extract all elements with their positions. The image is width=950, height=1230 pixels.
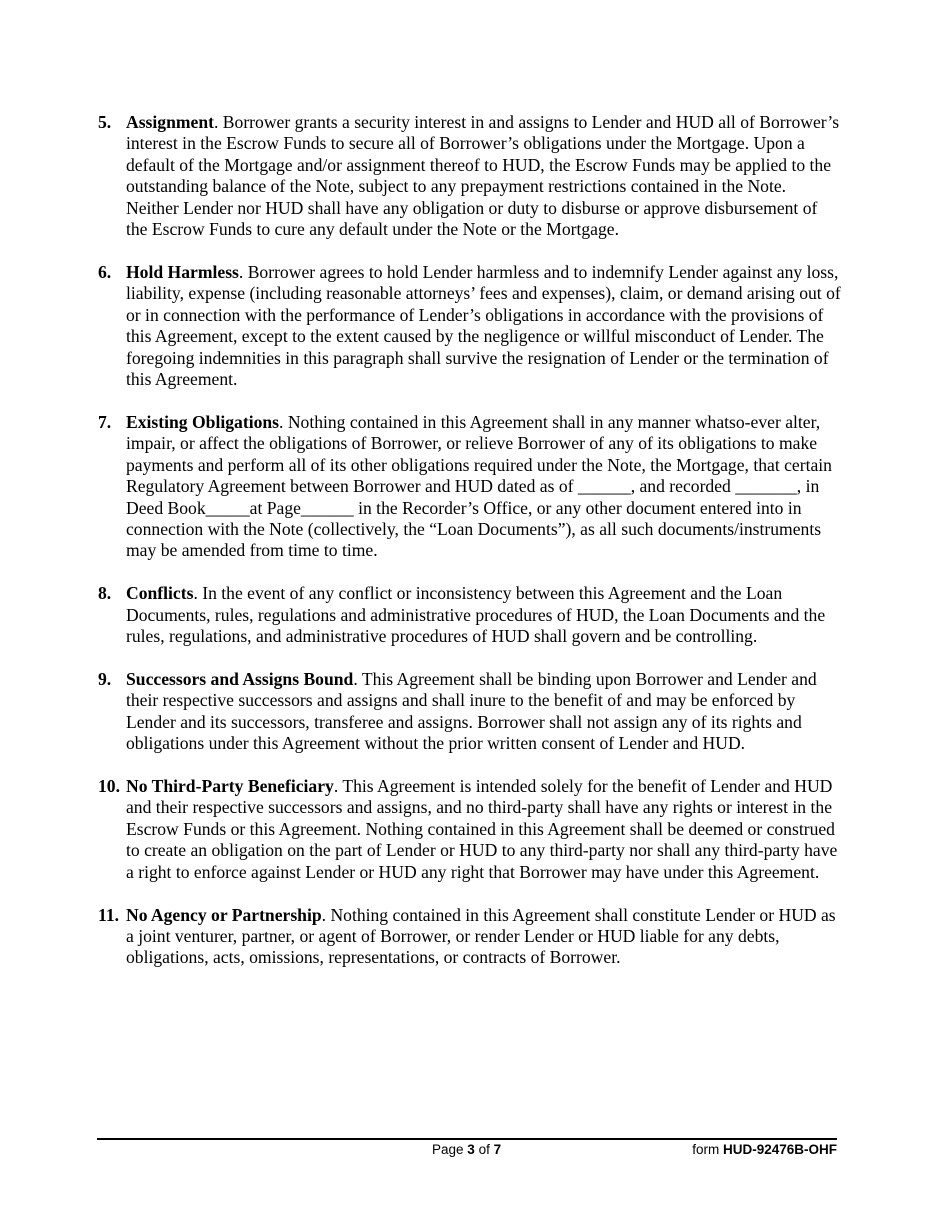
- section-heading: Conflicts: [126, 583, 194, 604]
- section-text: [126, 262, 843, 390]
- section-hold-harmless: [98, 262, 843, 390]
- section-no-third-party-beneficiary: [98, 776, 843, 883]
- section-heading: Existing Obligations: [126, 411, 280, 432]
- section-text: [126, 905, 843, 969]
- page-label: Page: [432, 1142, 464, 1157]
- section-number: 9.: [98, 668, 112, 689]
- page-of-label: of: [478, 1142, 490, 1157]
- page-current: 3: [467, 1142, 475, 1157]
- page-indicator: [432, 1141, 501, 1158]
- section-assignment: [98, 112, 843, 240]
- section-number: 7.: [98, 411, 112, 432]
- section-number: 8.: [98, 583, 112, 604]
- form-number: HUD-92476B-OHF: [722, 1142, 837, 1157]
- section-heading: Hold Harmless: [126, 261, 239, 282]
- section-existing-obligations: [98, 412, 843, 562]
- section-text: [126, 776, 843, 883]
- section-number: 10.: [98, 776, 120, 797]
- document-body: [98, 112, 843, 990]
- section-body: . Nothing contained in this Agreement shall in any manner whatso-ever alter, impair, or affect the obligations of Borrower, or relieve Borrower of any of its obligations to make payments and perform all of its other obligations required under the Note, the Mortgage, that certain Regulatory Agreement between Borrower and HUD dated as of ______, and recorded _______, in Deed Book_____at Page______ in the Recorder’s Office, or any other document entered into in connection with the Note (collectively, the “Loan Documents”), as all such documents/instruments may be amended from time to time.: [126, 411, 832, 561]
- section-body: . Nothing contained in this Agreement shall constitute Lender or HUD as a joint venturer, partner, or agent of Borrower, or render Lender or HUD liable for any debts, obligations, acts, omissions, representations, or contracts of Borrower.: [126, 904, 836, 968]
- section-heading: No Third-Party Beneficiary: [126, 776, 334, 797]
- section-body: . This Agreement is intended solely for the benefit of Lender and HUD and their respective successors and assigns, and no third-party shall have any rights or interest in the Escrow Funds or this Agreement. Nothing contained in this Agreement shall be deemed or construed to create an obligation on the part of Lender or HUD to any third-party nor shall any third-party have a right to enforce against Lender or HUD any right that Borrower may have under this Agreement.: [126, 776, 838, 882]
- section-text: [126, 583, 843, 647]
- section-text: [126, 112, 843, 240]
- section-heading: No Agency or Partnership: [126, 904, 322, 925]
- section-text: [126, 669, 843, 755]
- section-body: . In the event of any conflict or inconsistency between this Agreement and the Loan Documents, rules, regulations and administrative procedures of HUD, the Loan Documents and the rules, regulations, and administrative procedures of HUD shall govern and be controlling.: [126, 583, 826, 647]
- form-label: form: [692, 1142, 720, 1157]
- form-identifier: [692, 1141, 837, 1158]
- section-heading: Assignment: [126, 112, 214, 132]
- section-body: . Borrower agrees to hold Lender harmless and to indemnify Lender against any loss, liability, expense (including reasonable attorneys’ fees and expenses), claim, or demand arising out of or in connection with the performance of Lender’s obligations in accordance with the provisions of this Agreement, except to the extent caused by the negligence or willful misconduct of Lender. The foregoing indemnities in this paragraph shall survive the resignation of Lender or the termination of this Agreement.: [126, 261, 841, 389]
- section-number: 6.: [98, 261, 112, 282]
- section-number: 5.: [98, 112, 112, 132]
- section-body: . Borrower grants a security interest in and assigns to Lender and HUD all of Borrower’s interest in the Escrow Funds to secure all of Borrower’s obligations under the Mortgage. Upon a default of the Mortgage and/or assignment thereof to HUD, the Escrow Funds may be applied to the outstanding balance of the Note, subject to any prepayment restrictions contained in the Note. Neither Lender nor HUD shall have any obligation or duty to disburse or approve disbursement of the Escrow Funds to cure any default under the Note or the Mortgage.: [126, 112, 840, 240]
- footer-divider: [97, 1138, 837, 1140]
- page-total: 7: [493, 1142, 502, 1157]
- section-text: [126, 412, 843, 562]
- section-no-agency-or-partnership: [98, 905, 843, 969]
- section-body: . This Agreement shall be binding upon Borrower and Lender and their respective successors and assigns and shall inure to the benefit of and may be enforced by Lender and its successors, transferee and assigns. Borrower shall not assign any of its rights and obligations under this Agreement without the prior written consent of Lender and HUD.: [126, 668, 817, 754]
- section-conflicts: [98, 583, 843, 647]
- section-successors-and-assigns: [98, 669, 843, 755]
- section-heading: Successors and Assigns Bound: [126, 668, 354, 689]
- section-number: 11.: [98, 904, 120, 925]
